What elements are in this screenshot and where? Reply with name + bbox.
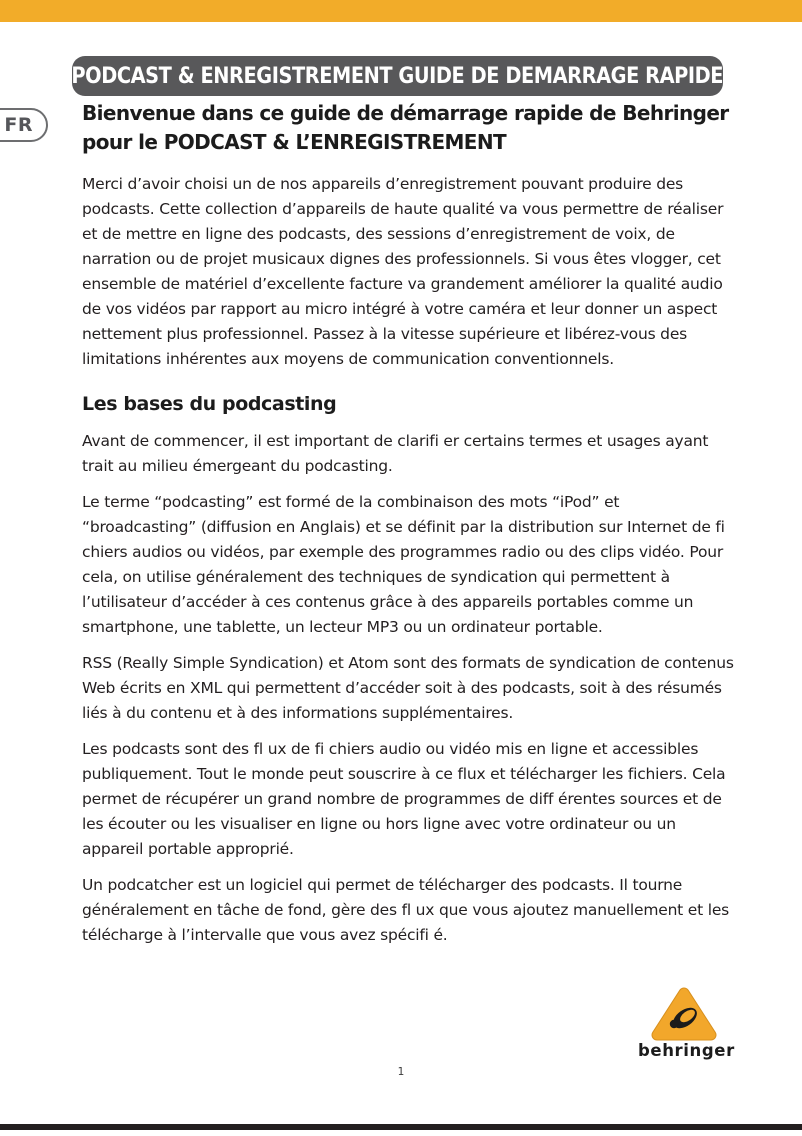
section-paragraph: Le terme “podcasting” est formé de la combinaison des mots “iPod” et “broadcasting” (diffusion en Anglais) et se définit par la distribution sur Internet de fi chiers audios ou vidéos, par exemple des programmes radio ou des clips vidéo. Pour cela, on utilise généralement des techniques de syndication qui permettent à l’utilisateur d’accéder à ces contenus grâce à des appareils portables comme un smartphone, une tablette, un lecteur MP3 ou un ordinateur portable. [82, 493, 725, 636]
behringer-logo [638, 986, 735, 1060]
section-paragraph: Les podcasts sont des fl ux de fi chiers audio ou vidéo mis en ligne et accessibles publiquement. Tout le monde peut souscrire à ce flux et télécharger les fichiers. Cela permet de récupérer un grand nombre de programmes de diff érentes sources et de les écouter ou les visualiser en ligne ou hors ligne avec votre ordinateur ou un appareil portable approprié. [82, 740, 726, 858]
language-badge [0, 108, 48, 142]
main-heading: Bienvenue dans ce guide de démarrage rapide de Behringer pour le PODCAST & L’ENREGISTREMENT [82, 101, 729, 154]
behringer-wordmark: behringer [638, 1041, 735, 1060]
page-number: 1 [397, 1066, 405, 1078]
section-heading: Les bases du podcasting [82, 393, 337, 415]
intro-paragraph: Merci d’avoir choisi un de nos appareils d’enregistrement pouvant produire des podcasts. Cette collection d’appareils de haute qualité va vous permettre de réaliser et de mettre en ligne des podcasts, des sessions d’enregistrement de voix, de narration ou de projet musicaux dignes des professionnels. Si vous êtes vlogger, cet ensemble de matériel d’excellente facture va grandement améliorer la qualité audio de vos vidéos par rapport au micro intégré à votre caméra et leur donner un aspect nettement plus professionnel. Passez à la vitesse supérieure et libérez-vous des limitations inhérentes aux moyens de communication conventionnels. [82, 175, 724, 368]
title-banner-text: PODCAST & ENREGISTREMENT GUIDE DE DEMARRAGE RAPIDE [71, 63, 724, 89]
bottom-rule-bar [0, 1124, 802, 1130]
section-paragraph: RSS (Really Simple Syndication) et Atom sont des formats de syndication de contenus Web écrits en XML qui permettent d’accéder soit à des podcasts, soit à des résumés liés à du contenu et à des informations supplémentaires. [82, 654, 734, 722]
language-badge-label: FR [4, 114, 33, 136]
top-accent-bar [0, 0, 802, 22]
section-paragraph: Avant de commencer, il est important de clarifi er certains termes et usages ayant trait au milieu émergeant du podcasting. [82, 432, 709, 475]
section-paragraph: Un podcatcher est un logiciel qui permet de télécharger des podcasts. Il tourne généralement en tâche de fond, gère des fl ux que vous ajoutez manuellement et les télécharge à l’intervalle que vous avez spécifi é. [82, 876, 730, 944]
behringer-triangle-icon [649, 986, 719, 1042]
document-body [82, 99, 738, 959]
title-banner [72, 56, 723, 96]
